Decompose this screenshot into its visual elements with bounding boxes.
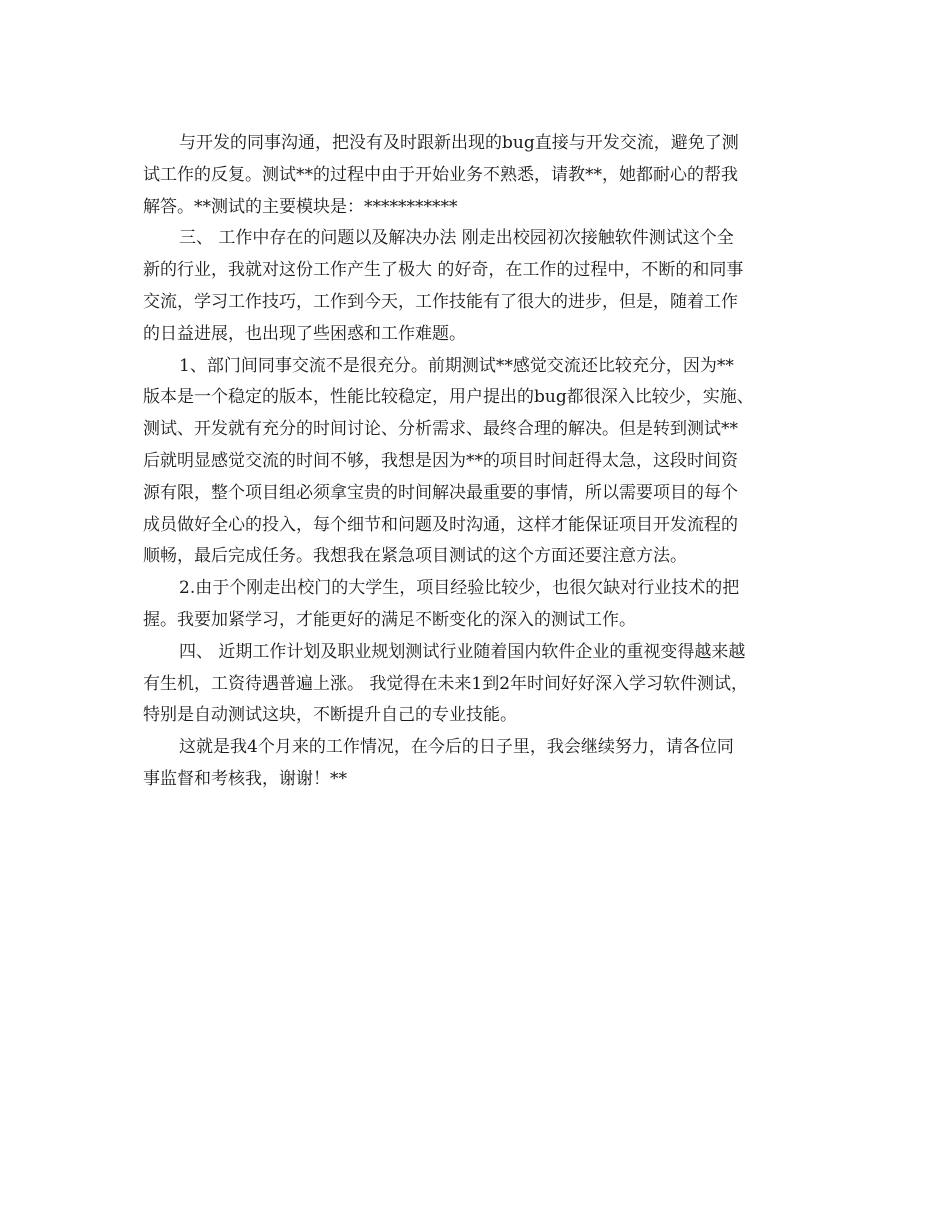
text-line: 握。我要加紧学习，才能更好的满足不断变化的深入的测试工作。 [143, 609, 636, 630]
section-heading-line: 三、 工作中存在的问题以及解决办法 刚走出校园初次接触软件测试这个全 [179, 228, 734, 249]
text-line: 特别是自动测试这块，不断提升自己的专业技能。 [143, 705, 517, 726]
text-line: 后就明显感觉交流的时间不够，我想是因为**的项目时间赶得太急，这段时间资 [143, 450, 738, 471]
list-item-line: 1、部门间同事交流不是很充分。前期测试**感觉交流还比较充分，因为** [179, 355, 734, 376]
closing-line: 这就是我4个月来的工作情况，在今后的日子里，我会继续努力，请各位同 [179, 737, 734, 758]
text-line: 试工作的反复。测试**的过程中由于开始业务不熟悉，请教**，她都耐心的帮我 [143, 164, 738, 185]
text-line: 的日益进展，也出现了些困惑和工作难题。 [143, 323, 466, 344]
text-line: 新的行业，我就对这份工作产生了极大 的好奇，在工作的过程中，不断的和同事 [143, 260, 744, 281]
text-line: 解答。**测试的主要模块是：*********** [143, 196, 458, 217]
document-body [143, 128, 813, 796]
text-line: 与开发的同事沟通，把没有及时跟新出现的bug直接与开发交流，避免了测 [179, 133, 739, 153]
text-line: 测试、开发就有充分的时间讨论、分析需求、最终合理的解决。但是转到测试** [143, 419, 738, 440]
text-line: 顺畅，最后完成任务。我想我在紧急项目测试的这个方面还要注意方法。 [143, 546, 687, 567]
text-line: 交流，学习工作技巧，工作到今天，工作技能有了很大的进步，但是，随着工作 [143, 291, 738, 312]
text-line: 源有限，整个项目组必须拿宝贵的时间解决最重要的事情，所以需要项目的每个 [143, 482, 738, 503]
text-line: 有生机，工资待遇普遍上涨。 我觉得在未来1到2年时间好好深入学习软件测试， [143, 673, 749, 694]
list-item-line: 2.由于个刚走出校门的大学生，项目经验比较少，也很欠缺对行业技术的把 [179, 578, 740, 599]
text-line: 事监督和考核我，谢谢！** [143, 768, 347, 789]
text-line: 成员做好全心的投入，每个细节和问题及时沟通，这样才能保证项目开发流程的 [143, 514, 738, 535]
section-heading-line: 四、 近期工作计划及职业规划测试行业随着国内软件企业的重视变得越来越 [179, 641, 746, 662]
text-line: 版本是一个稳定的版本，性能比较稳定，用户提出的bug都很深入比较少，实施、 [143, 387, 754, 408]
